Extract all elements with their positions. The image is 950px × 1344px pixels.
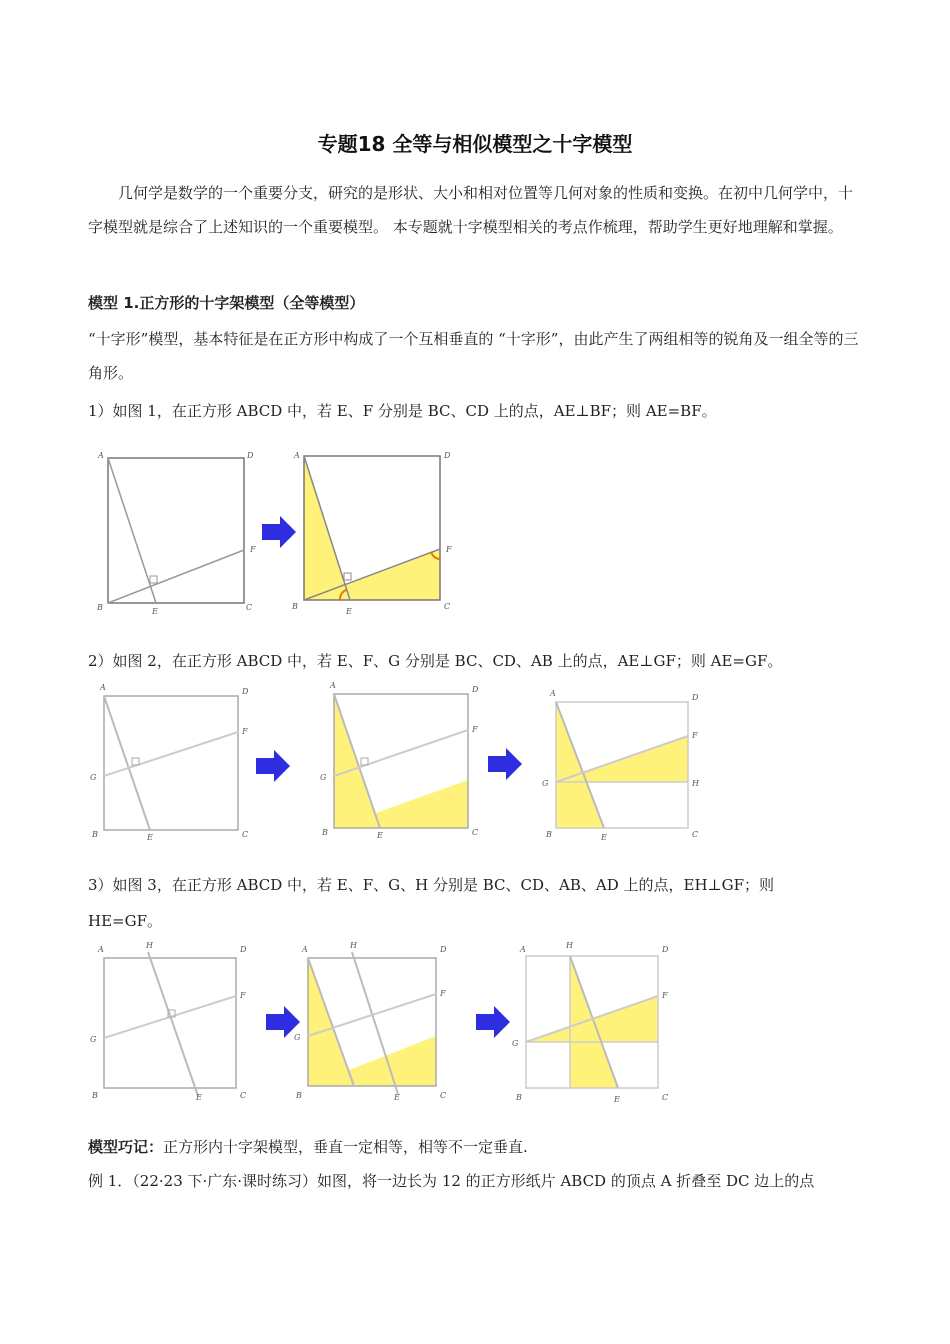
f2c-label-G: G bbox=[542, 779, 549, 788]
tip-text: 正方形内十字架模型，垂直一定相等，相等不一定垂直. bbox=[163, 1138, 528, 1156]
f3-label-G: G bbox=[90, 1035, 97, 1044]
f2b-label-E: E bbox=[377, 831, 383, 840]
f2b-label-C: C bbox=[472, 828, 479, 837]
f2c-label-B: B bbox=[546, 830, 552, 839]
f3-label-E: E bbox=[196, 1093, 202, 1102]
label-A2: A bbox=[294, 451, 300, 460]
tip-label: 模型巧记： bbox=[88, 1138, 164, 1156]
f3c-label-B: B bbox=[516, 1093, 522, 1102]
label-A: A bbox=[98, 451, 104, 460]
f2-label-C: C bbox=[242, 830, 249, 839]
f2b-label-F: F bbox=[472, 725, 478, 734]
label-C2: C bbox=[444, 602, 451, 611]
case3-text-line2: HE=GF。 bbox=[88, 912, 162, 930]
f3-label-A: A bbox=[98, 945, 104, 954]
model1-heading: 模型 1.正方形的十字架模型（全等模型） bbox=[88, 294, 365, 312]
figure-2 bbox=[90, 680, 710, 845]
f3c-label-A: A bbox=[520, 945, 526, 954]
f2c-label-C: C bbox=[692, 830, 699, 839]
label-F2: F bbox=[446, 545, 452, 554]
label-B2: B bbox=[292, 602, 298, 611]
case3-text-line1: 3）如图 3，在正方形 ABCD 中，若 E、F、G、H 分别是 BC、CD、AB、AD 上的点，EH⊥GF；则 bbox=[88, 876, 775, 894]
f3b-label-B: B bbox=[296, 1091, 302, 1100]
f3c-label-F: F bbox=[662, 991, 668, 1000]
page-title: 专题18 全等与相似模型之十字模型 bbox=[317, 132, 633, 156]
f3c-label-D: D bbox=[662, 945, 669, 954]
f2-label-A: A bbox=[100, 683, 106, 692]
f2b-label-A: A bbox=[330, 681, 336, 690]
f3b-label-A: A bbox=[302, 945, 308, 954]
case2-text: 2）如图 2，在正方形 ABCD 中，若 E、F、G 分别是 BC、CD、AB 上的点，AE⊥GF；则 AE=GF。 bbox=[88, 652, 783, 670]
f3c-label-E: E bbox=[614, 1095, 620, 1104]
f2c-label-E: E bbox=[601, 833, 607, 842]
f2c-label-H: H bbox=[692, 779, 699, 788]
f2-label-E: E bbox=[147, 833, 153, 842]
f3-label-C: C bbox=[240, 1091, 247, 1100]
f3-label-D: D bbox=[240, 945, 247, 954]
f2c-label-D: D bbox=[692, 693, 699, 702]
f2c-label-F: F bbox=[692, 731, 698, 740]
f2-label-F: F bbox=[242, 727, 248, 736]
f2b-label-B: B bbox=[322, 828, 328, 837]
f3c-label-G: G bbox=[512, 1039, 519, 1048]
label-B: B bbox=[97, 603, 103, 612]
label-C: C bbox=[246, 603, 253, 612]
f3c-label-C: C bbox=[662, 1093, 669, 1102]
f3b-label-H: H bbox=[350, 941, 357, 950]
arrow-icon bbox=[256, 750, 290, 782]
f3c-label-H: H bbox=[566, 941, 573, 950]
arrow-icon bbox=[262, 516, 296, 548]
f2-label-D: D bbox=[242, 687, 249, 696]
label-E: E bbox=[152, 607, 158, 616]
tip-line bbox=[88, 1136, 528, 1157]
label-E2: E bbox=[346, 607, 352, 616]
figure-1 bbox=[94, 446, 474, 621]
arrow-icon bbox=[476, 1006, 510, 1038]
f2c-label-A: A bbox=[550, 689, 556, 698]
label-D2: D bbox=[444, 451, 451, 460]
f2b-label-G: G bbox=[320, 773, 327, 782]
f3-label-F: F bbox=[240, 991, 246, 1000]
f3b-label-F: F bbox=[440, 989, 446, 998]
f3-label-H: H bbox=[146, 941, 153, 950]
intro-paragraph: 几何学是数学的一个重要分支，研究的是形状、大小和相对位置等几何对象的性质和变换。在初中几何学中，十字模型就是综合了上述知识的一个重要模型。 本专题就十字模型相关的考点作梳理，帮助学生更好地理解和掌握。 bbox=[88, 184, 854, 236]
model1-description: “十字形”模型，基本特征是在正方形中构成了一个互相垂直的 “十字形”，由此产生了两组相等的锐角及一组全等的三角形。 bbox=[88, 330, 859, 382]
f3b-label-D: D bbox=[440, 945, 447, 954]
f2b-label-D: D bbox=[472, 685, 479, 694]
f3b-label-G: G bbox=[294, 1033, 301, 1042]
figure-3 bbox=[88, 938, 678, 1106]
example1-text: 例 1．（22·23 下·广东·课时练习）如图，将一边长为 12 的正方形纸片 ABCD 的顶点 A 折叠至 DC 边上的点 bbox=[88, 1172, 815, 1190]
f3-label-B: B bbox=[92, 1091, 98, 1100]
label-F: F bbox=[250, 545, 256, 554]
arrow-icon bbox=[488, 748, 522, 780]
f2-label-B: B bbox=[92, 830, 98, 839]
f2-label-G: G bbox=[90, 773, 97, 782]
case1-text: 1）如图 1，在正方形 ABCD 中，若 E、F 分别是 BC、CD 上的点，AE⊥BF；则 AE=BF。 bbox=[88, 402, 717, 420]
label-D: D bbox=[247, 451, 254, 460]
f3b-label-C: C bbox=[440, 1091, 447, 1100]
f3b-label-E: E bbox=[394, 1093, 400, 1102]
